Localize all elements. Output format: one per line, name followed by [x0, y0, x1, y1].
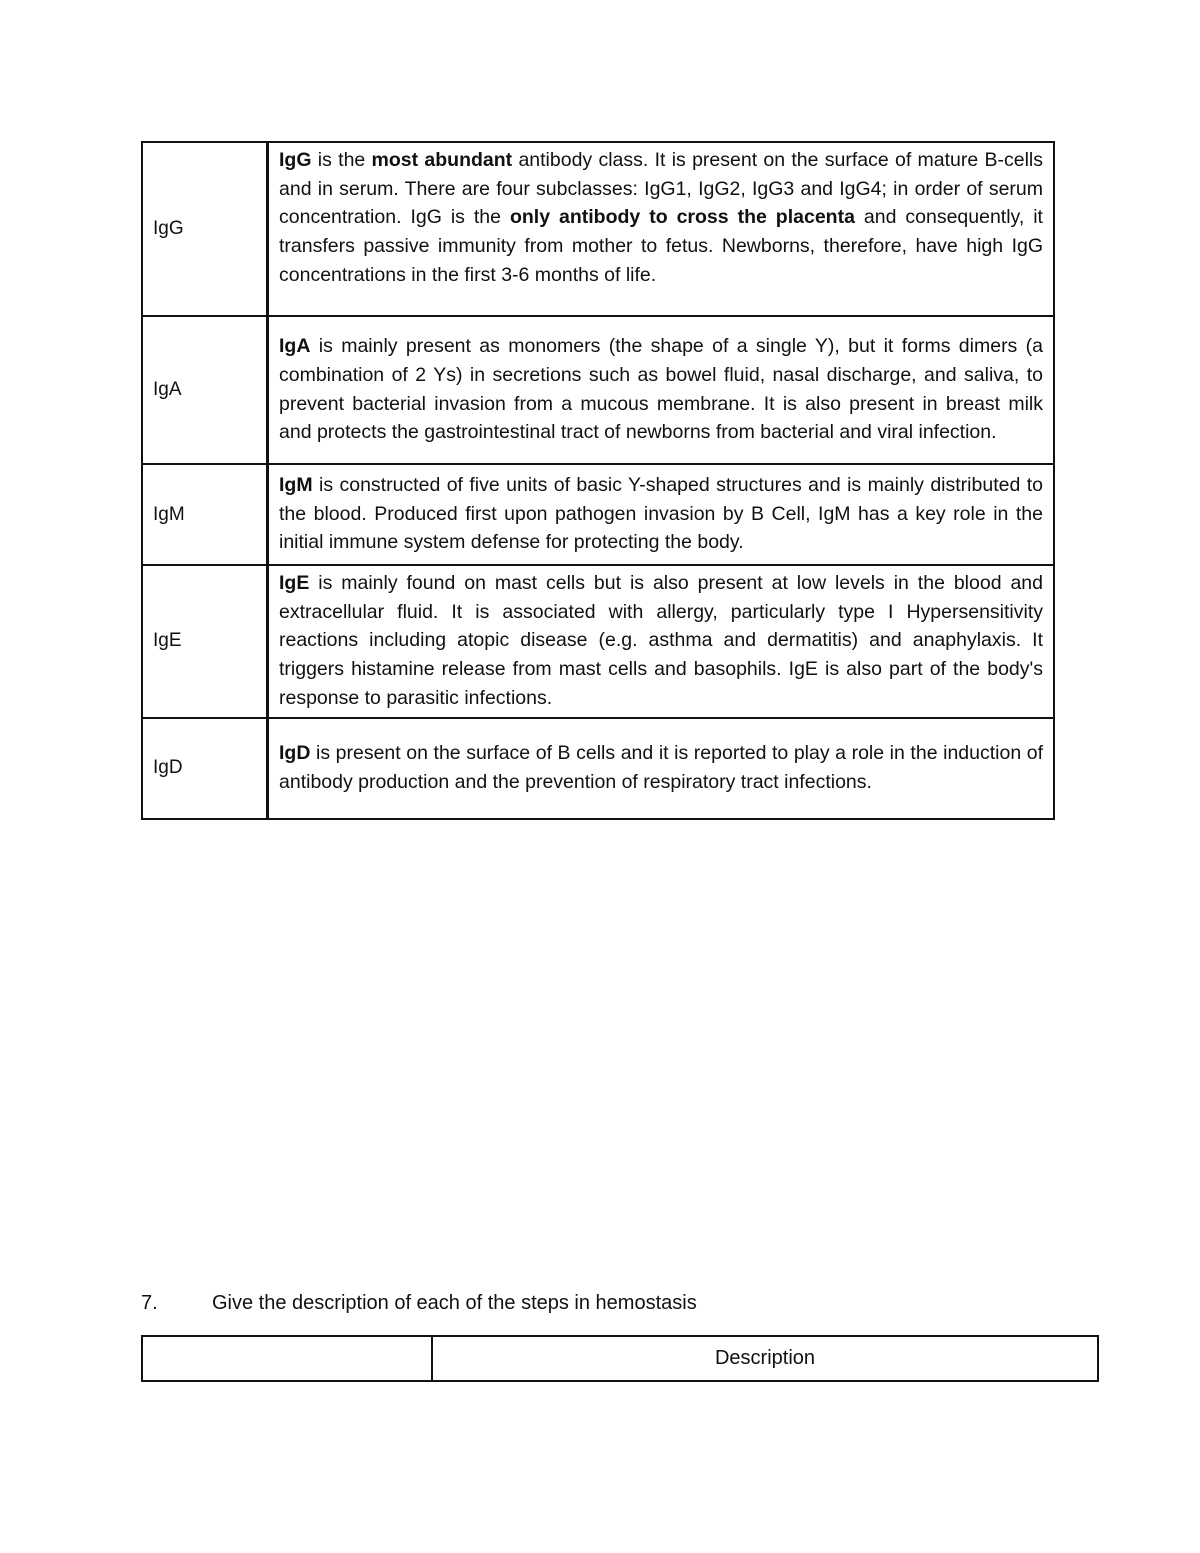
desc-segment: IgG — [279, 149, 312, 171]
table-row — [142, 464, 1054, 565]
desc-segment: is present on the surface of B cells and it is reported to play a role in the induction of antibody production and the prevention of respiratory tract infections. — [279, 741, 1043, 793]
table-row — [142, 142, 1054, 316]
antibody-name: IgD — [142, 718, 268, 819]
desc-segment: is mainly found on mast cells but is also present at low levels in the blood and extracellular fluid. It is associated with allergy, particularly type I Hypersensitivity reactions including atopic disease (e.g. asthma and dermatitis) and anaphylaxis. It triggers histamine release from mast cells and basophils. IgE is also part of the body's response to parasitic infections. — [279, 572, 1043, 709]
antibody-name: IgA — [142, 316, 268, 464]
antibody-description — [268, 565, 1055, 718]
desc-segment: is constructed of five units of basic Y-shaped structures and is mainly distributed to the blood. Produced first upon pathogen invasion by B Cell, IgM has a key role in the initial immune system defense for protecting the body. — [279, 473, 1043, 554]
antibody-description — [268, 718, 1055, 819]
desc-segment: IgM — [279, 473, 313, 496]
desc-segment: IgA — [279, 335, 311, 358]
header-cell-description: Description — [432, 1336, 1098, 1381]
desc-segment: and consequently, it transfers passive immunity from mother to fetus. Newborns, therefore, have high IgG concentrations in the first 3-6 months of life. — [279, 206, 1043, 286]
antibody-description — [268, 142, 1055, 316]
antibody-table — [141, 141, 1055, 820]
question-7 — [141, 1292, 697, 1315]
desc-segment: is the — [311, 149, 372, 171]
question-number: 7. — [141, 1292, 158, 1314]
question-text: Give the description of each of the steps in hemostasis — [212, 1292, 697, 1314]
desc-segment: antibody class. It is present on the surface of mature B-cells and in serum. There are four subclasses: IgG1, IgG2, IgG3 and IgG4; in order of serum concentration. IgG is the — [279, 149, 1044, 229]
desc-segment: is mainly present as monomers (the shape of a single Y), but it forms dimers (a combination of 2 Ys) in secretions such as bowel fluid, nasal discharge, and saliva, to prevent bacterial invasion from a mucous membrane. It is also present in breast milk and protects the gastrointestinal tract of newborns from bacterial and viral infection. — [279, 335, 1043, 444]
antibody-name: IgM — [142, 464, 268, 565]
header-cell-left — [142, 1336, 432, 1381]
antibody-name: IgE — [142, 565, 268, 718]
table-row — [142, 718, 1054, 819]
desc-segment: only antibody to cross the placenta — [509, 206, 855, 229]
antibody-name: IgG — [142, 142, 268, 316]
table-row — [142, 565, 1054, 718]
hemostasis-table — [141, 1335, 1099, 1382]
antibody-description — [268, 316, 1055, 464]
desc-segment: most abundant — [371, 149, 513, 171]
table-header-row — [142, 1336, 1098, 1381]
table-row — [142, 316, 1054, 464]
desc-segment: IgE — [279, 572, 310, 594]
antibody-description — [268, 464, 1055, 565]
desc-segment: IgD — [279, 741, 311, 764]
